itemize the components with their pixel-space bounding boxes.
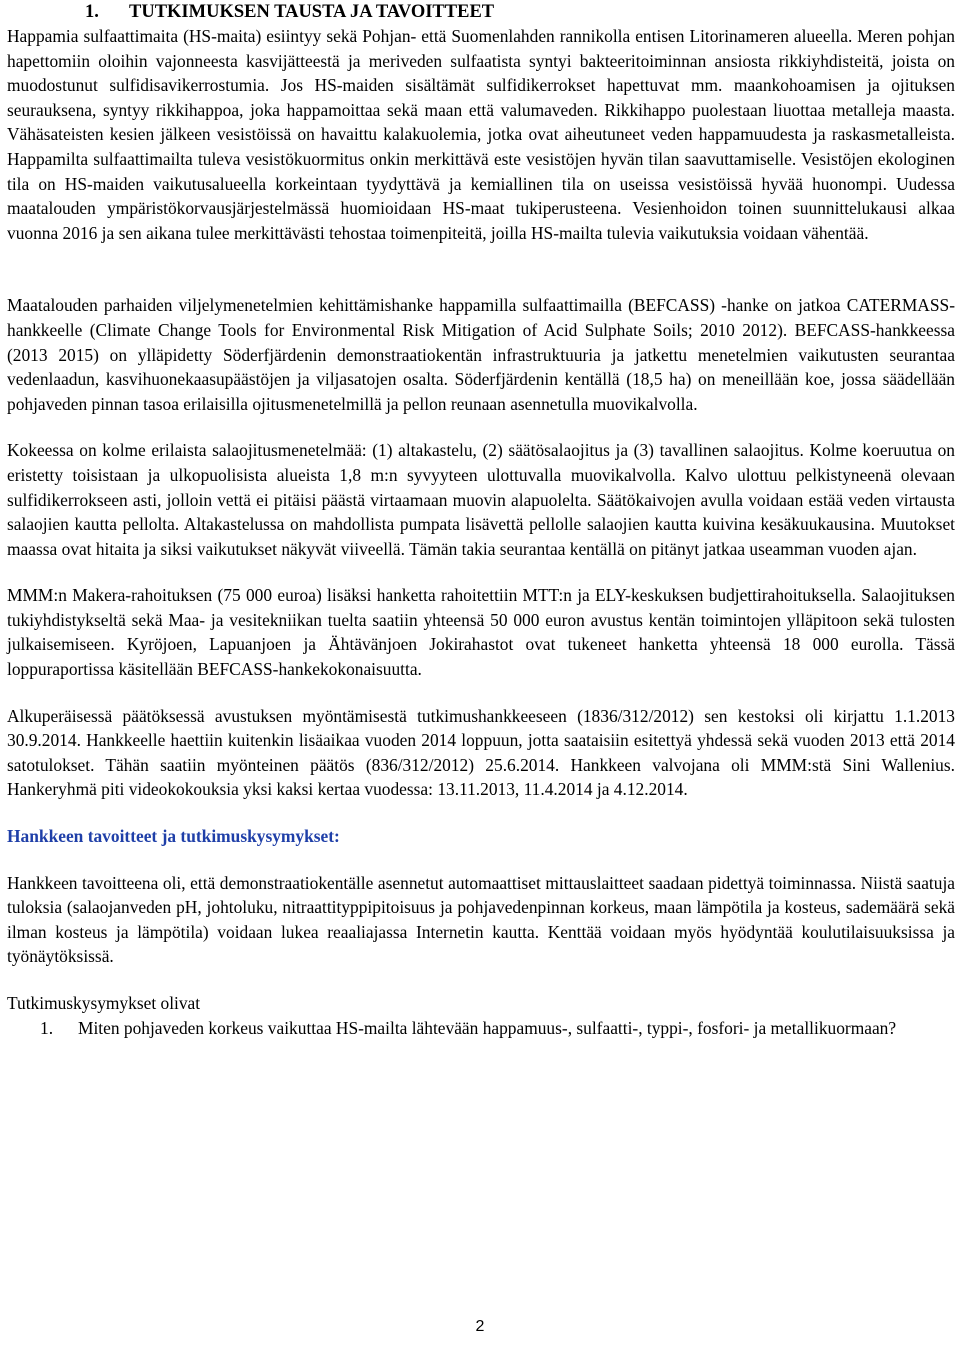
paragraph-experiment: Kokeessa on kolme erilaista salaojitusmenetelmää: (1) altakastelu, (2) säätösalaojitus ja (3) tavallinen salaojitus. Kolme koeruutua on eristetty toisistaan ja ulkopuolisista alueista 1,8 m:n syvyyteen ulottuvalla muovikalvolla. Kalvo ulottuu pelkistyneenä olevaan sulfidikerrokseen asti, jolloin vettä ei pitäisi päästä virtaamaan muovin alapuolelta. Säätökaivojen avulla voidaan estää veden virtausta salaojien kautta pellolta. Altakastelussa on mahdollista pumpata lisävettä pellolle salaojien kautta kuivina kesäkuukausina. Muutokset maassa ovat hitaita ja siksi vaikutukset näkyvät viiveellä. Tämän takia seurantaa kentällä on pitänyt jatkaa useamman vuoden ajan. <box>7 440 955 559</box>
list-item-text: Miten pohjaveden korkeus vaikuttaa HS-mailta lähtevään happamuus-, sulfaatti-, typpi-, fosfori- ja metallikuormaan? <box>78 1017 897 1038</box>
list-item-number: 1. <box>40 1017 54 1038</box>
list-item <box>7 1016 955 1041</box>
questions-intro: Tutkimuskysymykset olivat <box>7 993 201 1013</box>
paragraph-funding: MMM:n Makera-rahoituksen (75 000 euroa) lisäksi hanketta rahoitettiin MTT:n ja ELY-keskuksen budjettirahoituksella. Salaojituksen tukiyhdistykseltä sekä Maa- ja vesitekniikan tuelta saatiin yhteensä 50 000 euron avustus kentän toimintojen ylläpitoon sekä tulosten julkaisemiseen. Kyröjoen, Lapuanjoen ja Ähtävänjoen Jokirahastot ovat tukeneet hanketta yhteensä 18 000 eurolla. Tässä loppuraportissa käsitellään BEFCASS-hankekokonaisuutta. <box>7 585 955 680</box>
goals-heading: Hankkeen tavoitteet ja tutkimuskysymykset: <box>7 826 340 847</box>
document-page <box>7 0 955 1040</box>
paragraph-decision: Alkuperäisessä päätöksessä avustuksen myöntämisestä tutkimushankkeeseen (1836/312/2012) sen kestoksi oli kirjattu 1.1.2013 30.9.2014. Hankkeelle haettiin kuitenkin lisäaikaa vuoden 2014 loppuun, jotta saataisiin esitettyä yhdessä sekä vuoden 2013 että 2014 satotulokset. Tähän saatiin myönteinen päätös (836/312/2012) 25.6.2014. Hankkeen valvojana oli MMM:stä Sini Wallenius. Hankeryhmä piti videokokouksia yksi kaksi kertaa vuodessa: 13.11.2013, 11.4.2014 ja 4.12.2014. <box>7 705 955 800</box>
heading-number: 1. <box>85 2 99 22</box>
paragraph-background: Happamia sulfaattimaita (HS-maita) esiintyy sekä Pohjan- että Suomenlahden rannikolla entisen Litorinameren alueella. Meren pohjan hapettomiin oloihin vajonneesta kasvijätteestä ja meriveden sulfaatista syntyi bakteeritoiminnan ansiosta rikkiyhdisteitä, joista on muodostunut sulfidisavikerrostumia. Jos HS-maiden sisältämät sulfidikerrokset hapettuvat mm. maankohoamisen ja ojituksen seurauksena, syntyy rikkihappoa, joka happamoittaa sekä maan että valumaveden. Rikkihappo puolestaan liuottaa metalleja maasta. Vähäsateisten kesien jälkeen vesistöissä on havaittu kalakuolemia, jotka ovat aiheutuneet veden happamuudesta ja raskasmetalleista. Happamilta sulfaattimailta tuleva vesistökuormitus onkin merkittävä este vesistöjen hyvän tilan saavuttamiselle. Vesistöjen ekologinen tila on HS-maiden vaikutusalueella korkeintaan tyydyttävä ja kemiallinen tila on useissa vesistöissä hyvää huonompi. Uudessa maatalouden ympäristökorvausjärjestelmässä huomioidaan HS-maat tukiperusteena. Vesienhoidon toinen suunnittelukausi alkaa vuonna 2016 ja sen aikana tulee merkittävästi tehostaa toimenpiteitä, joilla HS-mailta tulevia vaikutuksia voidaan vähentää. <box>7 26 955 243</box>
page-number: 2 <box>475 1318 485 1335</box>
paragraph-goals: Hankkeen tavoitteena oli, että demonstraatiokentälle asennetut automaattiset mittauslaitteet saadaan pidettyä toiminnassa. Niistä saatuja tuloksia (salaojanveden pH, johtoluku, nitraattityppipitoisuus ja pohjavedenpinnan korkeus, maan lämpötila ja kosteus, sademäärä sekä ilman kosteus ja lämpötila) voidaan lukea reaaliajassa Internetin kautta. Kenttää voidaan myös hyödyntää koulutilaisuuksissa ja työnäytöksissä. <box>7 872 955 967</box>
questions-list <box>7 1016 955 1041</box>
heading-title: TUTKIMUKSEN TAUSTA JA TAVOITTEET <box>129 2 495 22</box>
section-heading <box>7 0 955 24</box>
paragraph-befcass: Maatalouden parhaiden viljelymenetelmien kehittämishanke happamilla sulfaattimailla (BEFCASS) -hanke on jatkoa CATERMASS-hankkeelle (Climate Change Tools for Environmental Risk Mitigation of Acid Sulphate Soils; 2010 2012). BEFCASS-hankkeessa (2013 2015) on ylläpidetty Söderfjärdenin demonstraatiokentän infrastruktuuria ja jatkettu menetelmien vaikutusten seurantaa vedenlaadun, kasvihuonekaasupäästöjen ja viljasatojen osalta. Söderfjärdenin kentällä (18,5 ha) on meneillään koe, jossa säädellään pohjaveden pinnan tasoa erilaisilla ojitusmenetelmillä ja pellon reunaan asennetulla muovikalvolla. <box>7 295 955 414</box>
